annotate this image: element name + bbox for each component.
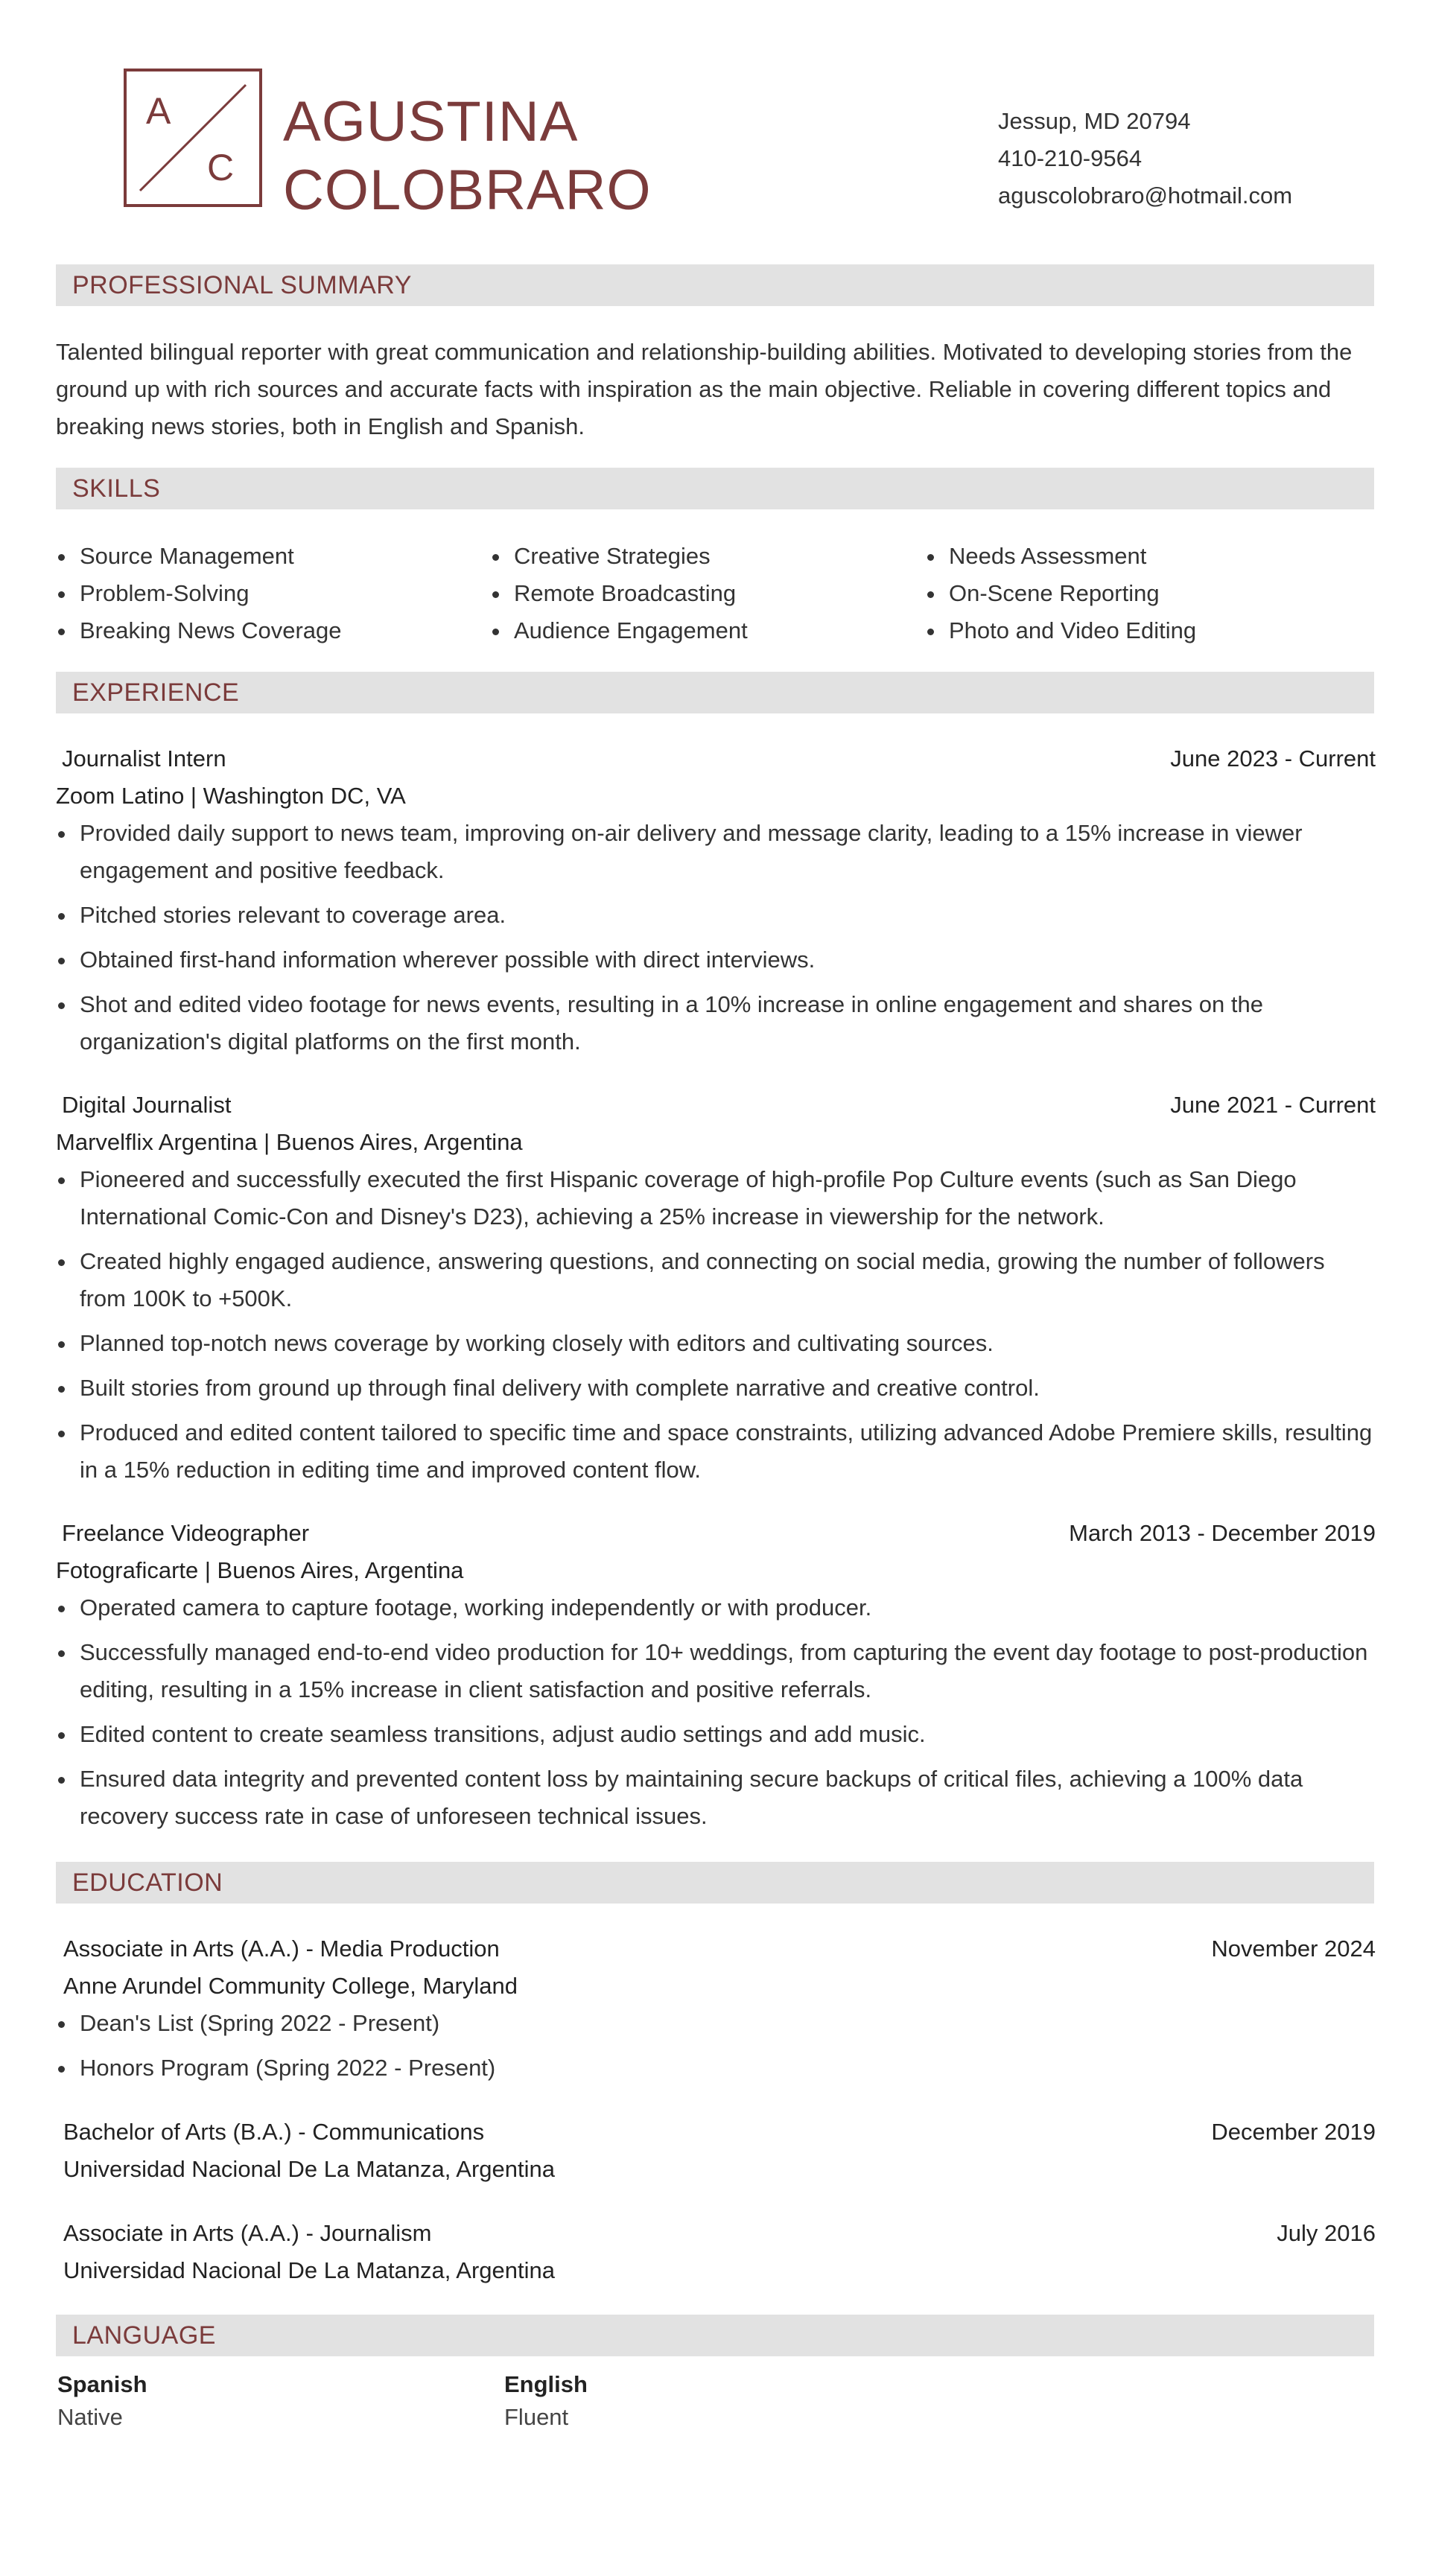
job-company: Zoom Latino | Washington DC, VA	[56, 783, 406, 809]
job-bullet: Built stories from ground up through final delivery with complete narrative and creative control.	[56, 1370, 1376, 1407]
skill-item: Breaking News Coverage	[56, 612, 473, 649]
language-level: Native	[57, 2404, 123, 2430]
job-bullet: Created highly engaged audience, answering questions, and connecting on social media, growing the number of followers from 100K to +500K.	[56, 1243, 1376, 1317]
job-dates: March 2013 - December 2019	[1069, 1520, 1376, 1546]
edu-date: November 2024	[1211, 1936, 1376, 1962]
skill-item: Needs Assessment	[925, 538, 1342, 575]
section-header-education	[56, 1862, 1374, 1904]
job-bullet: Ensured data integrity and prevented content loss by maintaining secure backups of critical files, achieving a 100% data recovery success rate in case of unforeseen technical issues.	[56, 1761, 1376, 1835]
job-title: Digital Journalist	[62, 1092, 232, 1118]
contact-phone: 410-210-9564	[998, 145, 1143, 171]
job-bullet: Shot and edited video footage for news events, resulting in a 10% increase in online engagement and shares on the organization's digital platforms on the first month.	[56, 986, 1376, 1060]
section-header-skills	[56, 468, 1374, 509]
language-entry	[57, 2368, 430, 2434]
edu-bullets	[56, 2005, 1376, 2094]
summary-text: Talented bilingual reporter with great communication and relationship-building abilities. Motivated to developing stories from the ground up with rich sources and accurate facts with inspiration as the main objective. Reliable in covering different topics and breaking news stories, both in English and Spanish.	[56, 339, 1353, 439]
monogram-first-initial: A	[146, 90, 171, 132]
skill-item: Problem-Solving	[56, 575, 473, 612]
language-level: Fluent	[504, 2404, 569, 2430]
edu-school: Universidad Nacional De La Matanza, Argentina	[63, 2257, 555, 2283]
job-company: Fotograficarte | Buenos Aires, Argentina	[56, 1557, 464, 1583]
edu-degree: Associate in Arts (A.A.) - Journalism	[63, 2220, 432, 2246]
job-bullets	[56, 1161, 1376, 1496]
contact-info	[998, 103, 1292, 214]
skills-column	[56, 538, 473, 649]
job-bullets	[56, 815, 1376, 1068]
skill-item: Audience Engagement	[490, 612, 907, 649]
contact-location: Jessup, MD 20794	[998, 108, 1191, 134]
skill-item: Remote Broadcasting	[490, 575, 907, 612]
job-title: Freelance Videographer	[62, 1520, 310, 1546]
monogram-logo	[124, 69, 262, 207]
language-name: English	[504, 2371, 588, 2397]
language-entry	[504, 2368, 877, 2434]
job-bullet: Provided daily support to news team, improving on-air delivery and message clarity, leading to a 15% increase in viewer engagement and positive feedback.	[56, 815, 1376, 889]
job-bullet: Edited content to create seamless transitions, adjust audio settings and add music.	[56, 1716, 1376, 1753]
section-title: PROFESSIONAL SUMMARY	[72, 271, 412, 299]
name-first: AGUSTINA	[283, 90, 579, 153]
section-header-experience	[56, 672, 1374, 713]
skill-item: Creative Strategies	[490, 538, 907, 575]
edu-school: Universidad Nacional De La Matanza, Argentina	[63, 2156, 555, 2182]
edu-bullet: Honors Program (Spring 2022 - Present)	[56, 2049, 1376, 2087]
candidate-name	[283, 88, 652, 225]
edu-degree: Associate in Arts (A.A.) - Media Production	[63, 1936, 500, 1962]
job-dates: June 2023 - Current	[1170, 745, 1376, 772]
job-dates: June 2021 - Current	[1170, 1092, 1376, 1118]
skills-column	[490, 538, 907, 649]
job-bullet: Operated camera to capture footage, working independently or with producer.	[56, 1589, 1376, 1626]
job-title: Journalist Intern	[62, 745, 226, 772]
section-title: SKILLS	[72, 474, 161, 503]
job-bullet: Planned top-notch news coverage by working closely with editors and cultivating sources.	[56, 1325, 1376, 1362]
job-company: Marvelflix Argentina | Buenos Aires, Argentina	[56, 1129, 523, 1155]
job-bullet: Produced and edited content tailored to specific time and space constraints, utilizing advanced Adobe Premiere skills, resulting in a 15% reduction in editing time and improved content flow.	[56, 1414, 1376, 1489]
job-bullet: Successfully managed end-to-end video production for 10+ weddings, from capturing the event day footage to post-production editing, resulting in a 15% increase in client satisfaction and positive referrals.	[56, 1634, 1376, 1708]
section-header-language	[56, 2315, 1374, 2356]
section-header-summary	[56, 264, 1374, 306]
monogram-second-initial: C	[207, 147, 235, 188]
language-name: Spanish	[57, 2371, 147, 2397]
edu-bullet: Dean's List (Spring 2022 - Present)	[56, 2005, 1376, 2042]
skill-item: Source Management	[56, 538, 473, 575]
job-bullet: Obtained first-hand information wherever possible with direct interviews.	[56, 941, 1376, 979]
job-bullets	[56, 1589, 1376, 1842]
section-title: EXPERIENCE	[72, 678, 240, 707]
skill-item: On-Scene Reporting	[925, 575, 1342, 612]
edu-date: July 2016	[1277, 2220, 1376, 2246]
section-title: EDUCATION	[72, 1869, 223, 1897]
section-title: LANGUAGE	[72, 2321, 216, 2350]
job-bullet: Pioneered and successfully executed the first Hispanic coverage of high-profile Pop Culture events (such as San Diego International Comic-Con and Disney's D23), achieving a 25% increase in viewership for the network.	[56, 1161, 1376, 1235]
job-bullet: Pitched stories relevant to coverage area.	[56, 897, 1376, 934]
edu-date: December 2019	[1211, 2119, 1376, 2145]
edu-school: Anne Arundel Community College, Maryland	[63, 1973, 518, 1999]
edu-degree: Bachelor of Arts (B.A.) - Communications	[63, 2119, 485, 2145]
name-last: COLOBRARO	[283, 159, 652, 222]
skill-item: Photo and Video Editing	[925, 612, 1342, 649]
skills-column	[925, 538, 1342, 649]
contact-email: aguscolobraro@hotmail.com	[998, 182, 1293, 209]
